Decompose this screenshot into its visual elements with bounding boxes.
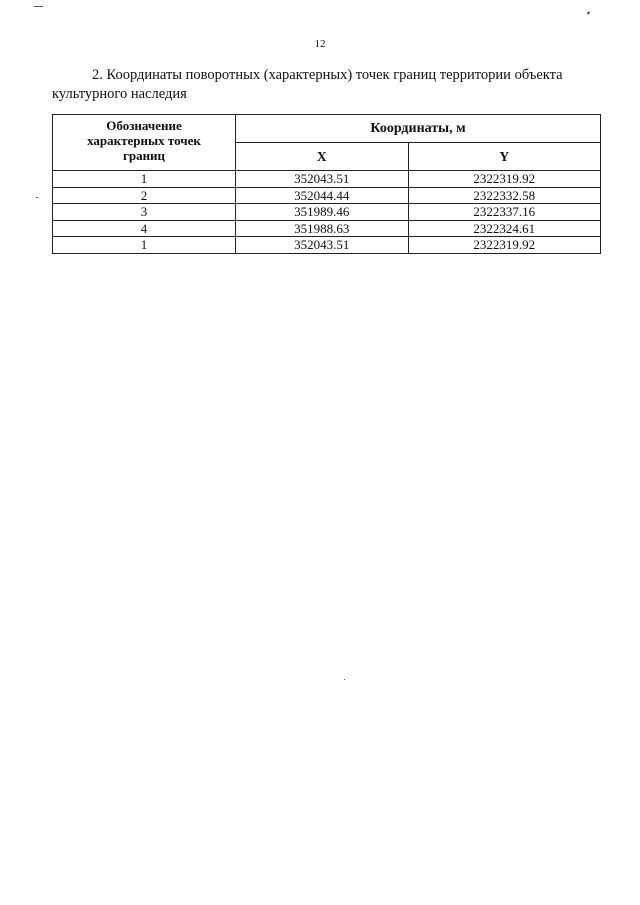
point-cell: 1 [53, 237, 236, 254]
y-cell: 2322332.58 [408, 187, 600, 204]
section-heading [52, 66, 604, 104]
point-cell: 1 [53, 171, 236, 188]
y-cell: 2322319.92 [408, 237, 600, 254]
table-row [53, 204, 601, 221]
y-column-header: Y [408, 143, 600, 171]
x-cell: 351989.46 [236, 204, 409, 221]
x-cell: 352043.51 [236, 237, 409, 254]
y-cell: 2322337.16 [408, 204, 600, 221]
section-heading-line-1: 2. Координаты поворотных (характерных) точек границ территории объекта [92, 67, 563, 83]
page-number: 12 [314, 38, 326, 50]
table-row [53, 187, 601, 204]
coordinates-table [52, 114, 601, 254]
scan-mark [36, 197, 38, 198]
y-cell: 2322319.92 [408, 171, 600, 188]
y-cell: 2322324.61 [408, 220, 600, 237]
section-heading-line-2: культурного наследия [52, 86, 187, 102]
x-cell: 352044.44 [236, 187, 409, 204]
point-cell: 3 [53, 204, 236, 221]
table-row [53, 220, 601, 237]
point-designation-header-line: границ [122, 148, 166, 163]
x-column-header: X [236, 143, 409, 171]
table-row [53, 237, 601, 254]
coordinates-header: Координаты, м [236, 115, 601, 143]
point-designation-header-line: Обозначение [106, 118, 182, 133]
scan-mark [34, 6, 43, 7]
point-cell: 2 [53, 187, 236, 204]
x-cell: 351988.63 [236, 220, 409, 237]
table-header-row [53, 115, 601, 143]
scan-mark [344, 679, 345, 680]
table-row [53, 171, 601, 188]
point-designation-header-line: характерных точек [87, 133, 201, 148]
point-designation-header [53, 115, 236, 171]
scan-mark [587, 11, 591, 14]
point-cell: 4 [53, 220, 236, 237]
x-cell: 352043.51 [236, 171, 409, 188]
